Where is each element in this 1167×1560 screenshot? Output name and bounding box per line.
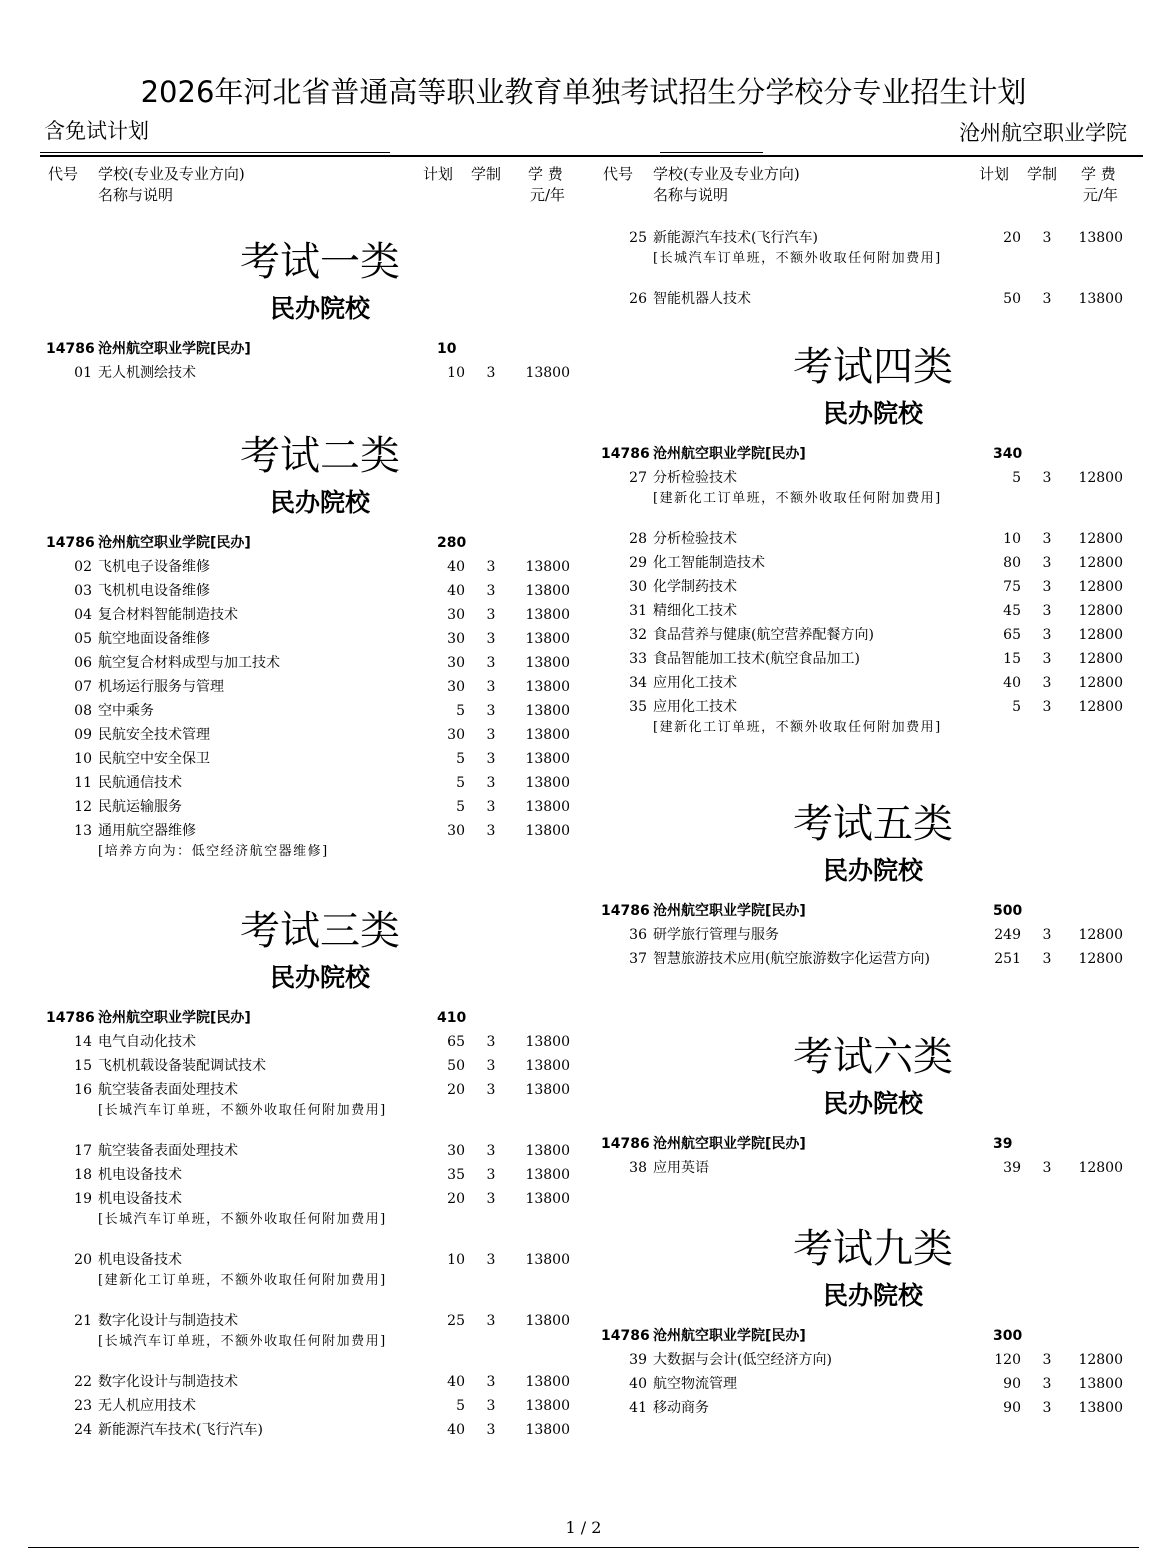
major-plan: 30 bbox=[447, 679, 465, 695]
school-code: 14786 bbox=[601, 1136, 650, 1152]
major-name: 数字化设计与制造技术 bbox=[98, 1313, 238, 1329]
major-note: [建新化工订单班，不额外收取任何附加费用] bbox=[98, 1273, 387, 1288]
major-plan: 50 bbox=[447, 1058, 465, 1074]
major-fee: 12800 bbox=[1078, 951, 1123, 967]
major-fee: 13800 bbox=[525, 751, 570, 767]
school-code: 14786 bbox=[601, 1328, 650, 1344]
major-name: 机场运行服务与管理 bbox=[98, 679, 224, 695]
major-years: 3 bbox=[486, 1058, 496, 1074]
major-fee: 13800 bbox=[1078, 291, 1123, 307]
major-plan: 40 bbox=[447, 1374, 465, 1390]
major-note: [建新化工订单班，不额外收取任何附加费用] bbox=[653, 720, 942, 735]
major-fee: 13800 bbox=[525, 559, 570, 575]
school-plan-total: 10 bbox=[437, 341, 457, 357]
header-code: 代号 bbox=[603, 165, 634, 183]
major-name: 精细化工技术 bbox=[653, 603, 737, 619]
major-plan: 249 bbox=[994, 927, 1021, 943]
major-name: 无人机测绘技术 bbox=[98, 365, 196, 381]
major-name: 食品营养与健康(航空营养配餐方向) bbox=[653, 627, 874, 643]
major-number: 04 bbox=[74, 607, 92, 623]
major-years: 3 bbox=[1042, 470, 1052, 486]
major-years: 3 bbox=[486, 727, 496, 743]
major-name: 飞机机载设备装配调试技术 bbox=[98, 1058, 266, 1074]
major-number: 40 bbox=[629, 1376, 647, 1392]
major-years: 3 bbox=[1042, 927, 1052, 943]
major-fee: 12800 bbox=[1078, 699, 1123, 715]
major-years: 3 bbox=[1042, 603, 1052, 619]
major-name: 飞机机电设备维修 bbox=[98, 583, 210, 599]
major-plan: 40 bbox=[1003, 675, 1021, 691]
major-years: 3 bbox=[1042, 699, 1052, 715]
major-name: 新能源汽车技术(飞行汽车) bbox=[653, 230, 818, 246]
major-name: 航空装备表面处理技术 bbox=[98, 1082, 238, 1098]
header-divider-right bbox=[660, 152, 763, 153]
major-plan: 80 bbox=[1003, 555, 1021, 571]
major-plan: 15 bbox=[1003, 651, 1021, 667]
major-plan: 120 bbox=[994, 1352, 1021, 1368]
school-row bbox=[40, 338, 600, 360]
major-plan: 5 bbox=[456, 703, 465, 719]
major-plan: 10 bbox=[1003, 531, 1021, 547]
major-plan: 5 bbox=[456, 775, 465, 791]
major-number: 13 bbox=[74, 823, 92, 839]
major-plan: 75 bbox=[1003, 579, 1021, 595]
major-name: 机电设备技术 bbox=[98, 1191, 182, 1207]
major-name: 航空装备表面处理技术 bbox=[98, 1143, 238, 1159]
major-fee: 12800 bbox=[1078, 1352, 1123, 1368]
major-plan: 20 bbox=[1003, 230, 1021, 246]
left-column bbox=[40, 160, 600, 1438]
major-plan: 10 bbox=[447, 365, 465, 381]
major-name: 空中乘务 bbox=[98, 703, 154, 719]
major-plan: 5 bbox=[1012, 470, 1021, 486]
major-years: 3 bbox=[1042, 675, 1052, 691]
major-plan: 40 bbox=[447, 1422, 465, 1438]
major-fee: 13800 bbox=[525, 655, 570, 671]
major-number: 14 bbox=[74, 1034, 92, 1050]
major-note: [长城汽车订单班，不额外收取任何附加费用] bbox=[98, 1334, 387, 1349]
major-years: 3 bbox=[486, 1034, 496, 1050]
school-name: 沧州航空职业学院[民办] bbox=[98, 1010, 251, 1026]
right-column bbox=[601, 160, 1143, 1416]
major-note: [培养方向为：低空经济航空器维修] bbox=[98, 844, 329, 859]
header-code: 代号 bbox=[48, 165, 79, 183]
header-school: 学校(专业及专业方向) bbox=[653, 165, 800, 183]
header-divider-full bbox=[40, 155, 1143, 157]
major-number: 16 bbox=[74, 1082, 92, 1098]
major-years: 3 bbox=[486, 1143, 496, 1159]
major-name: 航空地面设备维修 bbox=[98, 631, 210, 647]
major-years: 3 bbox=[486, 679, 496, 695]
school-plan-total: 340 bbox=[993, 446, 1023, 462]
header-fee: 学 费 bbox=[528, 165, 563, 183]
major-name: 复合材料智能制造技术 bbox=[98, 607, 238, 623]
major-fee: 12800 bbox=[1078, 555, 1123, 571]
major-number: 01 bbox=[74, 365, 92, 381]
institution-type-label: 民办院校 bbox=[822, 1281, 923, 1310]
major-number: 33 bbox=[629, 651, 647, 667]
plan-scope-label: 含免试计划 bbox=[44, 119, 149, 143]
exam-category-title: 考试二类 bbox=[240, 433, 400, 479]
major-name: 分析检验技术 bbox=[653, 470, 737, 486]
major-number: 06 bbox=[74, 655, 92, 671]
exam-category-title: 考试三类 bbox=[240, 908, 400, 954]
school-name: 沧州航空职业学院[民办] bbox=[653, 446, 806, 462]
school-code: 14786 bbox=[46, 535, 95, 551]
exam-category-title: 考试九类 bbox=[793, 1226, 953, 1272]
major-plan: 30 bbox=[447, 631, 465, 647]
major-name: 应用英语 bbox=[653, 1160, 709, 1176]
major-fee: 13800 bbox=[525, 1058, 570, 1074]
school-row bbox=[603, 1133, 1143, 1155]
major-number: 25 bbox=[629, 230, 647, 246]
page-number: 1 / 2 bbox=[565, 1518, 602, 1537]
header-years: 学制 bbox=[471, 165, 502, 183]
header-years: 学制 bbox=[1027, 165, 1058, 183]
major-years: 3 bbox=[486, 1422, 496, 1438]
major-plan: 35 bbox=[447, 1167, 465, 1183]
major-number: 22 bbox=[74, 1374, 92, 1390]
major-plan: 30 bbox=[447, 1143, 465, 1159]
major-years: 3 bbox=[486, 1252, 496, 1268]
major-fee: 12800 bbox=[1078, 470, 1123, 486]
major-fee: 13800 bbox=[1078, 230, 1123, 246]
major-number: 32 bbox=[629, 627, 647, 643]
major-plan: 5 bbox=[456, 751, 465, 767]
institution-type-label: 民办院校 bbox=[269, 294, 370, 323]
major-fee: 13800 bbox=[1078, 1376, 1123, 1392]
major-name: 航空物流管理 bbox=[653, 1376, 737, 1392]
major-fee: 12800 bbox=[1078, 579, 1123, 595]
major-name: 机电设备技术 bbox=[98, 1252, 182, 1268]
major-plan: 5 bbox=[1012, 699, 1021, 715]
major-fee: 12800 bbox=[1078, 603, 1123, 619]
major-number: 07 bbox=[74, 679, 92, 695]
page-title: 2026年河北省普通高等职业教育单独考试招生分学校分专业招生计划 bbox=[140, 75, 1027, 109]
exam-category-title: 考试六类 bbox=[793, 1034, 953, 1080]
major-number: 03 bbox=[74, 583, 92, 599]
school-plan-total: 410 bbox=[437, 1010, 467, 1026]
major-years: 3 bbox=[486, 1374, 496, 1390]
major-years: 3 bbox=[486, 799, 496, 815]
major-number: 36 bbox=[629, 927, 647, 943]
major-plan: 39 bbox=[1003, 1160, 1021, 1176]
institution-type-label: 民办院校 bbox=[822, 399, 923, 428]
major-number: 15 bbox=[74, 1058, 92, 1074]
major-years: 3 bbox=[486, 583, 496, 599]
major-years: 3 bbox=[1042, 627, 1052, 643]
major-name: 航空复合材料成型与加工技术 bbox=[98, 655, 280, 671]
major-name: 分析检验技术 bbox=[653, 531, 737, 547]
major-fee: 12800 bbox=[1078, 675, 1123, 691]
major-number: 11 bbox=[74, 775, 92, 791]
school-code: 14786 bbox=[46, 1010, 95, 1026]
major-note: [长城汽车订单班，不额外收取任何附加费用] bbox=[98, 1212, 387, 1227]
major-fee: 13800 bbox=[525, 1167, 570, 1183]
major-name: 大数据与会计(低空经济方向) bbox=[653, 1352, 832, 1368]
major-years: 3 bbox=[1042, 951, 1052, 967]
major-years: 3 bbox=[1042, 555, 1052, 571]
major-number: 34 bbox=[629, 675, 647, 691]
major-number: 09 bbox=[74, 727, 92, 743]
major-number: 30 bbox=[629, 579, 647, 595]
institution-type-label: 民办院校 bbox=[269, 488, 370, 517]
major-plan: 30 bbox=[447, 655, 465, 671]
major-plan: 45 bbox=[1003, 603, 1021, 619]
major-fee: 12800 bbox=[1078, 651, 1123, 667]
major-years: 3 bbox=[486, 775, 496, 791]
major-fee: 12800 bbox=[1078, 531, 1123, 547]
major-name: 民航运输服务 bbox=[98, 799, 182, 815]
school-plan-total: 300 bbox=[993, 1328, 1023, 1344]
major-years: 3 bbox=[486, 631, 496, 647]
major-number: 31 bbox=[629, 603, 647, 619]
major-fee: 13800 bbox=[525, 583, 570, 599]
major-fee: 13800 bbox=[525, 1034, 570, 1050]
major-name: 研学旅行管理与服务 bbox=[653, 927, 779, 943]
major-fee: 13800 bbox=[525, 1398, 570, 1414]
major-name: 机电设备技术 bbox=[98, 1167, 182, 1183]
major-fee: 13800 bbox=[525, 365, 570, 381]
school-name-header: 沧州航空职业学院 bbox=[959, 121, 1127, 145]
institution-type-label: 民办院校 bbox=[269, 963, 370, 992]
header-divider-left bbox=[40, 152, 390, 153]
institution-type-label: 民办院校 bbox=[822, 1089, 923, 1118]
major-plan: 50 bbox=[1003, 291, 1021, 307]
school-row bbox=[603, 900, 1143, 922]
school-plan-total: 500 bbox=[993, 903, 1023, 919]
major-name: 移动商务 bbox=[653, 1400, 709, 1416]
header-school-desc: 名称与说明 bbox=[653, 186, 729, 204]
major-number: 37 bbox=[629, 951, 647, 967]
major-years: 3 bbox=[1042, 1160, 1052, 1176]
major-name: 电气自动化技术 bbox=[98, 1034, 196, 1050]
major-fee: 13800 bbox=[525, 1313, 570, 1329]
major-years: 3 bbox=[486, 1082, 496, 1098]
exam-category-title: 考试一类 bbox=[240, 239, 400, 285]
header-fee-unit: 元/年 bbox=[1083, 186, 1119, 204]
school-name: 沧州航空职业学院[民办] bbox=[653, 1136, 806, 1152]
major-years: 3 bbox=[1042, 1352, 1052, 1368]
header-school: 学校(专业及专业方向) bbox=[98, 165, 245, 183]
major-name: 食品智能加工技术(航空食品加工) bbox=[653, 651, 860, 667]
major-years: 3 bbox=[486, 751, 496, 767]
major-name: 数字化设计与制造技术 bbox=[98, 1374, 238, 1390]
major-number: 27 bbox=[629, 470, 647, 486]
major-name: 新能源汽车技术(飞行汽车) bbox=[98, 1422, 263, 1438]
major-years: 3 bbox=[486, 1313, 496, 1329]
major-name: 化学制药技术 bbox=[653, 579, 737, 595]
major-number: 23 bbox=[74, 1398, 92, 1414]
major-number: 38 bbox=[629, 1160, 647, 1176]
major-number: 02 bbox=[74, 559, 92, 575]
major-name: 化工智能制造技术 bbox=[653, 555, 765, 571]
major-fee: 12800 bbox=[1078, 627, 1123, 643]
major-number: 12 bbox=[74, 799, 92, 815]
major-note: [长城汽车订单班，不额外收取任何附加费用] bbox=[653, 251, 942, 266]
major-plan: 251 bbox=[994, 951, 1021, 967]
major-fee: 13800 bbox=[525, 1191, 570, 1207]
major-number: 19 bbox=[74, 1191, 92, 1207]
major-years: 3 bbox=[486, 703, 496, 719]
major-plan: 10 bbox=[447, 1252, 465, 1268]
major-plan: 65 bbox=[1003, 627, 1021, 643]
major-years: 3 bbox=[1042, 651, 1052, 667]
major-plan: 30 bbox=[447, 823, 465, 839]
school-row bbox=[603, 443, 1143, 465]
major-number: 35 bbox=[629, 699, 647, 715]
major-fee: 13800 bbox=[525, 607, 570, 623]
major-fee: 12800 bbox=[1078, 1160, 1123, 1176]
exam-category-title: 考试四类 bbox=[793, 344, 953, 390]
major-name: 应用化工技术 bbox=[653, 675, 737, 691]
major-name: 通用航空器维修 bbox=[98, 823, 196, 839]
major-number: 18 bbox=[74, 1167, 92, 1183]
header-school-desc: 名称与说明 bbox=[98, 186, 174, 204]
major-name: 民航空中安全保卫 bbox=[98, 751, 210, 767]
major-fee: 13800 bbox=[1078, 1400, 1123, 1416]
major-number: 24 bbox=[74, 1422, 92, 1438]
major-years: 3 bbox=[486, 607, 496, 623]
major-number: 29 bbox=[629, 555, 647, 571]
major-number: 26 bbox=[629, 291, 647, 307]
major-years: 3 bbox=[1042, 291, 1052, 307]
major-number: 28 bbox=[629, 531, 647, 547]
major-years: 3 bbox=[486, 1167, 496, 1183]
major-years: 3 bbox=[486, 1398, 496, 1414]
major-number: 41 bbox=[629, 1400, 647, 1416]
major-fee: 13800 bbox=[525, 1374, 570, 1390]
major-plan: 25 bbox=[447, 1313, 465, 1329]
major-years: 3 bbox=[1042, 230, 1052, 246]
major-fee: 13800 bbox=[525, 823, 570, 839]
major-fee: 13800 bbox=[525, 631, 570, 647]
school-code: 14786 bbox=[601, 903, 650, 919]
column-header bbox=[40, 160, 600, 220]
major-number: 21 bbox=[74, 1313, 92, 1329]
major-name: 民航安全技术管理 bbox=[98, 727, 210, 743]
major-number: 10 bbox=[74, 751, 92, 767]
school-name: 沧州航空职业学院[民办] bbox=[98, 341, 251, 357]
major-fee: 12800 bbox=[1078, 927, 1123, 943]
major-years: 3 bbox=[1042, 1376, 1052, 1392]
school-plan-total: 280 bbox=[437, 535, 467, 551]
school-code: 14786 bbox=[601, 446, 650, 462]
school-name: 沧州航空职业学院[民办] bbox=[653, 903, 806, 919]
major-number: 05 bbox=[74, 631, 92, 647]
major-plan: 20 bbox=[447, 1082, 465, 1098]
header-plan: 计划 bbox=[423, 165, 454, 183]
header-fee-unit: 元/年 bbox=[530, 186, 566, 204]
major-years: 3 bbox=[1042, 1400, 1052, 1416]
major-fee: 13800 bbox=[525, 679, 570, 695]
major-name: 智慧旅游技术应用(航空旅游数字化运营方向) bbox=[653, 951, 930, 967]
major-fee: 13800 bbox=[525, 1143, 570, 1159]
major-number: 17 bbox=[74, 1143, 92, 1159]
major-note: [建新化工订单班，不额外收取任何附加费用] bbox=[653, 491, 942, 506]
major-years: 3 bbox=[486, 1191, 496, 1207]
major-plan: 5 bbox=[456, 799, 465, 815]
major-fee: 13800 bbox=[525, 775, 570, 791]
column-header bbox=[603, 160, 1143, 220]
school-name: 沧州航空职业学院[民办] bbox=[653, 1328, 806, 1344]
major-name: 应用化工技术 bbox=[653, 699, 737, 715]
major-years: 3 bbox=[486, 655, 496, 671]
major-fee: 13800 bbox=[525, 1082, 570, 1098]
major-fee: 13800 bbox=[525, 1422, 570, 1438]
major-years: 3 bbox=[486, 559, 496, 575]
school-row bbox=[40, 532, 600, 554]
major-name: 智能机器人技术 bbox=[653, 291, 751, 307]
major-number: 08 bbox=[74, 703, 92, 719]
major-plan: 40 bbox=[447, 583, 465, 599]
major-number: 39 bbox=[629, 1352, 647, 1368]
major-plan: 40 bbox=[447, 559, 465, 575]
footer-rule bbox=[28, 1547, 1139, 1548]
school-row bbox=[40, 1007, 600, 1029]
header-plan: 计划 bbox=[979, 165, 1010, 183]
exam-category-title: 考试五类 bbox=[793, 801, 953, 847]
header-fee: 学 费 bbox=[1081, 165, 1116, 183]
major-name: 民航通信技术 bbox=[98, 775, 182, 791]
major-years: 3 bbox=[1042, 531, 1052, 547]
major-plan: 30 bbox=[447, 607, 465, 623]
major-plan: 90 bbox=[1003, 1400, 1021, 1416]
major-years: 3 bbox=[1042, 579, 1052, 595]
school-row bbox=[603, 1325, 1143, 1347]
major-plan: 65 bbox=[447, 1034, 465, 1050]
major-fee: 13800 bbox=[525, 799, 570, 815]
major-plan: 20 bbox=[447, 1191, 465, 1207]
major-plan: 30 bbox=[447, 727, 465, 743]
major-fee: 13800 bbox=[525, 703, 570, 719]
major-plan: 90 bbox=[1003, 1376, 1021, 1392]
school-plan-total: 39 bbox=[993, 1136, 1013, 1152]
major-plan: 5 bbox=[456, 1398, 465, 1414]
major-name: 无人机应用技术 bbox=[98, 1398, 196, 1414]
major-fee: 13800 bbox=[525, 727, 570, 743]
major-fee: 13800 bbox=[525, 1252, 570, 1268]
school-code: 14786 bbox=[46, 341, 95, 357]
major-years: 3 bbox=[486, 365, 496, 381]
institution-type-label: 民办院校 bbox=[822, 856, 923, 885]
major-name: 飞机电子设备维修 bbox=[98, 559, 210, 575]
major-years: 3 bbox=[486, 823, 496, 839]
major-number: 20 bbox=[74, 1252, 92, 1268]
major-note: [长城汽车订单班，不额外收取任何附加费用] bbox=[98, 1103, 387, 1118]
school-name: 沧州航空职业学院[民办] bbox=[98, 535, 251, 551]
